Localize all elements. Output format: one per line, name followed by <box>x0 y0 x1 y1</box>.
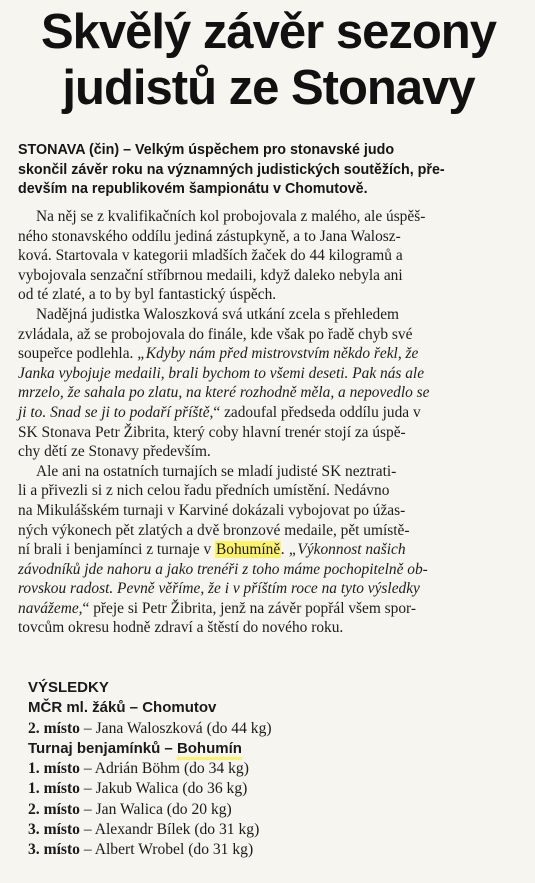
result-place: 1. místo <box>28 780 80 798</box>
highlighted-word: Bohumíně <box>216 541 281 559</box>
lead-paragraph <box>18 141 518 200</box>
category-dash: – <box>160 739 177 757</box>
body-line: ková. Startovala v kategorii mladších žaček do 44 kilogramů a <box>18 247 403 265</box>
quote-text: ji to. Snad se ji to podaří příště, <box>18 403 214 421</box>
body-text: “ zadoufal předseda oddílu juda v <box>213 403 421 421</box>
result-row <box>28 840 508 860</box>
lead-line: STONAVA (čin) – Velkým úspěchem pro stonavské judo <box>18 142 395 158</box>
body-line <box>18 364 518 384</box>
results-heading: VÝSLEDKY <box>28 679 109 696</box>
quote-text: závodníků jde nahoru a jako trenéři z toho máme pochopitelně ob- <box>18 560 428 578</box>
result-text: – Adrián Böhm (do 34 kg) <box>79 760 249 778</box>
category-place: Bohumín <box>177 740 242 760</box>
quote-text: Janka vybojuje medaili, brali bychom to všemi deseti. Pak nás ale <box>18 364 425 382</box>
category-dash: – <box>125 699 143 717</box>
quote-text: . „Výkonnost našich <box>281 541 406 559</box>
quote-text: mrzelo, že sahala po zlatu, na které rozhodně měla, a nepovedlo se <box>18 384 430 402</box>
headline <box>6 4 531 116</box>
body-line: ných výkonech pět zlatých a dvě bronzové medaile, pět umístě- <box>18 521 410 539</box>
body-line: od té zlaté, a to by byl fantastický úspěch. <box>18 286 277 304</box>
body-line <box>18 579 518 599</box>
results-box <box>28 678 508 861</box>
body-line: Nadějná judistka Waloszková svá utkání zcela s přehledem <box>36 305 400 323</box>
body-line <box>18 403 518 423</box>
body-line: SK Stonava Petr Žibrita, který coby hlavní trenér stojí za úspě- <box>18 423 406 441</box>
body-line <box>18 599 518 619</box>
result-row <box>28 800 508 820</box>
lead-line: devším na republikovém šampionátu v Chomutově. <box>18 181 368 197</box>
result-place: 3. místo <box>28 821 80 839</box>
result-text: – Alexandr Bílek (do 31 kg) <box>79 821 260 839</box>
body-text: soupeřce podlehla. <box>18 345 138 363</box>
body-line <box>18 560 518 580</box>
body-line: tovcům okresu hodně zdraví a štěstí do nového roku. <box>18 619 344 637</box>
body-line <box>18 383 518 403</box>
result-text: – Jana Waloszková (do 44 kg) <box>79 719 272 737</box>
body-text: “ přeje si Petr Žibrita, jenž na závěr popřál všem spor- <box>82 599 416 617</box>
body-line: Ale ani na ostatních turnajích se mladí judisté SK neztrati- <box>36 462 397 480</box>
result-text: – Albert Wrobel (do 31 kg) <box>79 841 254 859</box>
body-text: ní brali i benjamínci z turnaje v <box>18 541 216 559</box>
result-place: 1. místo <box>28 760 80 778</box>
category-place: Chomutov <box>142 699 217 717</box>
body-line <box>18 540 518 560</box>
quote-text: navážeme, <box>18 599 83 617</box>
result-row <box>28 779 508 799</box>
body-line: ného stonavského oddílu jediná zástupkyně, a to Jana Walosz- <box>18 227 401 245</box>
result-place: 2. místo <box>28 719 80 737</box>
body-line: na Mikulášském turnaji v Karviné dokázali vybojovat po úžas- <box>18 501 406 519</box>
quote-text: „Kdyby nám před mistrovstvím někdo řekl, že <box>137 345 419 363</box>
body-line: li a přivezli si z nich celou řadu předních umístění. Nedávno <box>18 482 390 500</box>
lead-line: skončil závěr roku na významných judistických soutěžích, pře- <box>18 161 445 178</box>
result-text: – Jan Walica (do 20 kg) <box>79 800 232 818</box>
results-category-2 <box>28 739 508 759</box>
body-line: Na něj se z kvalifikačních kol probojovala z malého, ale úspěš- <box>36 208 426 225</box>
quote-text: rovskou radost. Pevně věříme, že i v příštím roce na tyto výsledky <box>18 580 420 598</box>
result-place: 3. místo <box>28 841 80 859</box>
headline-line-2: judistů ze Stonavy <box>62 61 475 115</box>
category-name: MČR ml. žáků <box>28 699 126 717</box>
result-row <box>28 719 508 739</box>
body-line: vybojovala senzační stříbrnou medaili, když daleko nebyla ani <box>18 266 403 284</box>
body-line <box>18 344 518 364</box>
headline-line-1: Skvělý závěr sezony <box>41 5 496 59</box>
category-name: Turnaj benjamínků <box>28 739 161 757</box>
body-line: chy dětí ze Stonavy především. <box>18 443 211 461</box>
article-body <box>18 207 518 638</box>
body-line: zvládala, až se probojovala do finále, kde však po řadě chyb své <box>18 325 413 343</box>
result-row <box>28 759 508 779</box>
result-row <box>28 820 508 840</box>
result-place: 2. místo <box>28 800 80 818</box>
results-category-1 <box>28 698 508 718</box>
result-text: – Jakub Walica (do 36 kg) <box>79 780 248 798</box>
